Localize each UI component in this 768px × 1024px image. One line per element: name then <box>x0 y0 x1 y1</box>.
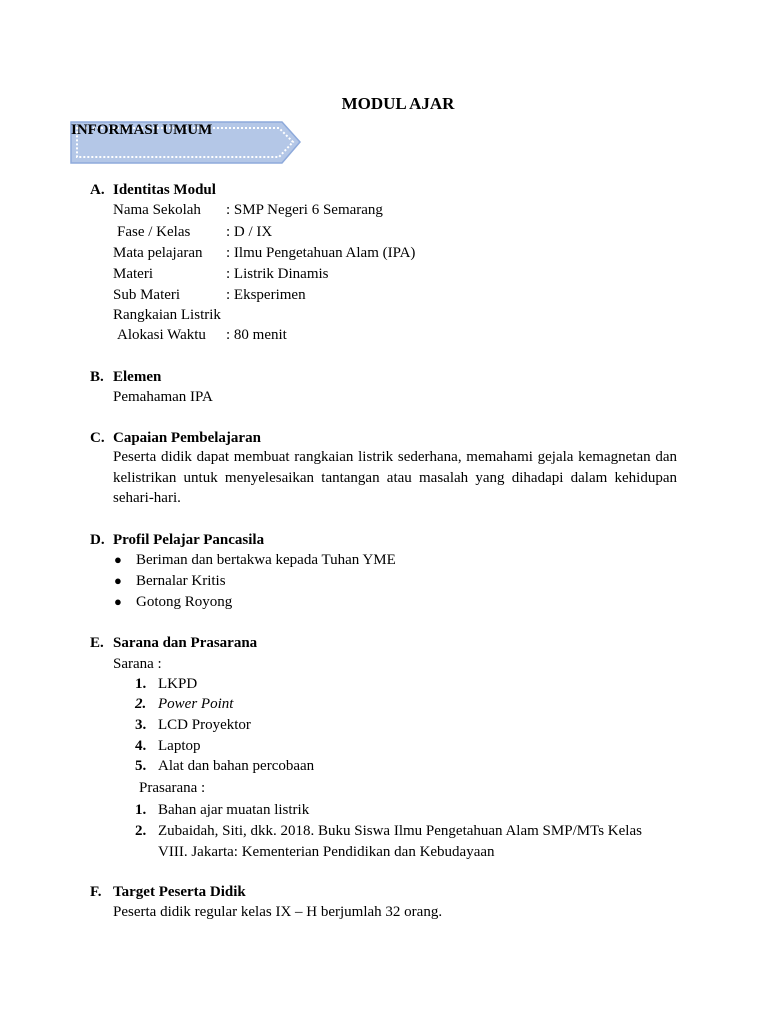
list-item: LKPD <box>158 676 198 692</box>
identity-label: Nama Sekolah <box>113 202 201 218</box>
section-f-text: Peserta didik regular kelas IX – H berjumlah 32 orang. <box>113 904 443 920</box>
list-number: 5. <box>135 758 147 774</box>
bullet-icon: ● <box>114 573 122 588</box>
list-number: 1. <box>135 802 147 818</box>
list-number: 1. <box>135 676 147 692</box>
section-a-heading: Identitas Modul <box>113 182 216 198</box>
list-number: 2. <box>135 823 147 839</box>
identity-label: Alokasi Waktu <box>117 327 206 343</box>
section-b-text: Pemahaman IPA <box>113 389 213 405</box>
section-e-letter: E. <box>90 635 104 651</box>
section-c-letter: C. <box>90 430 105 446</box>
page-title: MODUL AJAR <box>341 94 455 113</box>
list-number: 3. <box>135 717 147 733</box>
list-item: LCD Proyektor <box>158 717 251 733</box>
identity-value: : Listrik Dinamis <box>226 266 329 282</box>
section-c-text: Peserta didik dapat membuat rangkaian listrik sederhana, memahami gejala kemagnetan dan kelistrikan untuk menyelesaikan tantangan atau masalah yang dihadapi dalam kehidupan sehari-hari. <box>113 449 677 507</box>
section-f-heading: Target Peserta Didik <box>113 884 246 900</box>
list-item: Zubaidah, Siti, dkk. 2018. Buku Siswa Ilmu Pengetahuan Alam SMP/MTs Kelas <box>158 823 642 839</box>
list-item: Beriman dan bertakwa kepada Tuhan YME <box>136 552 396 568</box>
section-e-heading: Sarana dan Prasarana <box>113 635 258 651</box>
section-d-letter: D. <box>90 532 105 548</box>
identity-label: Rangkaian Listrik <box>113 307 221 323</box>
list-item: Bahan ajar muatan listrik <box>158 802 310 818</box>
identity-value: : D / IX <box>226 224 273 240</box>
section-d-heading: Profil Pelajar Pancasila <box>113 532 265 548</box>
list-item: Laptop <box>158 738 201 754</box>
list-item: Alat dan bahan percobaan <box>158 758 315 774</box>
list-number: 4. <box>135 738 147 754</box>
banner-label: INFORMASI UMUM <box>71 122 213 138</box>
section-b-letter: B. <box>90 369 104 385</box>
section-a-letter: A. <box>90 182 105 198</box>
identity-value: : Ilmu Pengetahuan Alam (IPA) <box>226 245 416 261</box>
identity-label: Mata pelajaran <box>113 245 203 261</box>
prasarana-label: Prasarana : <box>139 780 206 796</box>
list-item: Bernalar Kritis <box>136 573 226 589</box>
identity-value: : 80 menit <box>226 327 287 343</box>
identity-label: Materi <box>113 266 153 282</box>
identity-value: : SMP Negeri 6 Semarang <box>226 202 383 218</box>
bullet-icon: ● <box>114 552 122 567</box>
identity-label: Sub Materi <box>113 287 181 303</box>
list-item-continuation: VIII. Jakarta: Kementerian Pendidikan dan Kebudayaan <box>158 844 495 860</box>
sarana-label: Sarana : <box>113 656 162 672</box>
identity-label: Fase / Kelas <box>117 224 191 240</box>
bullet-icon: ● <box>114 594 122 609</box>
list-item: Gotong Royong <box>136 594 233 610</box>
section-b-heading: Elemen <box>113 369 162 385</box>
section-f-letter: F. <box>90 884 102 900</box>
identity-value: : Eksperimen <box>226 287 306 303</box>
section-c-heading: Capaian Pembelajaran <box>113 430 261 446</box>
list-number: 2. <box>135 696 147 712</box>
list-item: Power Point <box>158 696 234 712</box>
